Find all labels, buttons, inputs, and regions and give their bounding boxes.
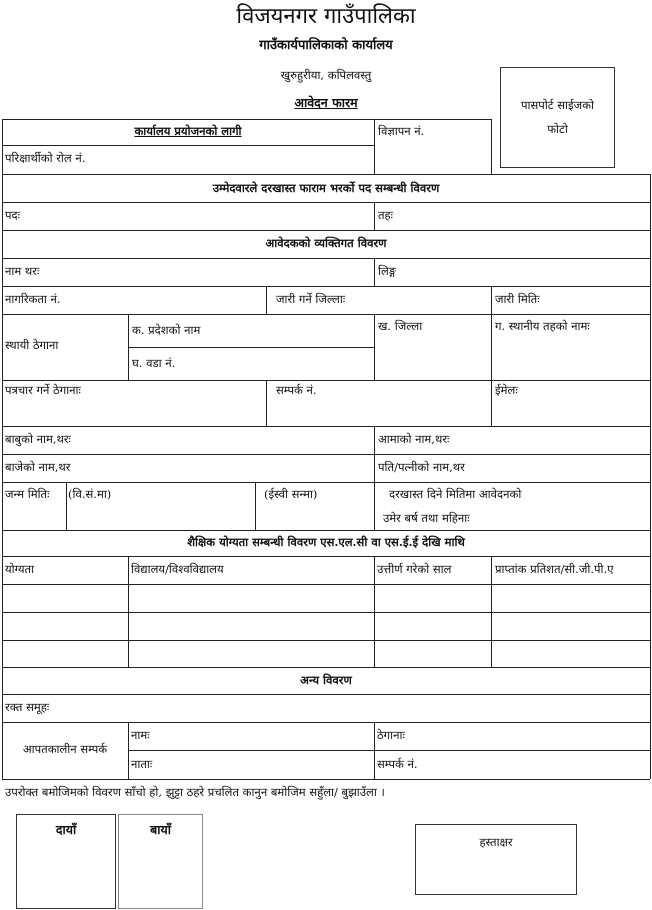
post-field[interactable] [30, 203, 373, 229]
signature-label: हस्ताक्षर [479, 835, 513, 849]
right-thumb-label: दायाँ [55, 822, 77, 837]
edu-col-year: उत्तीर्ण गरेको साल [377, 562, 452, 576]
right-thumbprint-box[interactable] [16, 814, 116, 909]
education-section-heading: शैक्षिक योग्यता सम्बन्धी विवरण एस.एल.सी वा एस.ई.ई देखि माथि [187, 535, 465, 549]
ec-name-label: नामः [131, 728, 150, 742]
gender-field[interactable] [410, 259, 649, 285]
dob-ad-field[interactable] [257, 502, 373, 529]
passport-photo-box[interactable] [500, 67, 615, 168]
ec-relation-field[interactable] [160, 751, 373, 778]
roll-no-label: परिक्षार्थीको रोल नं. [5, 151, 86, 165]
personal-section-heading: आवेदकको व्यक्तिगत विवरण [265, 236, 387, 250]
signature-box[interactable] [415, 824, 577, 895]
municipality-title: विजयनगर गाउँपालिका [236, 4, 416, 29]
issued-date-field[interactable] [550, 287, 649, 313]
edu-col-qualification: योग्यता [5, 562, 35, 576]
grandfather-name-label: बाजेको नाम,थर [5, 460, 71, 474]
other-section-heading: अन्य विवरण [300, 673, 352, 687]
grandfather-name-field[interactable] [90, 455, 373, 481]
edu-col-institution: विद्यालय/विश्वविद्यालय [131, 562, 224, 576]
father-name-label: बाबुको नाम,थरः [5, 432, 71, 446]
contact-no-field[interactable] [267, 398, 490, 425]
name-label: नाम थरः [5, 264, 40, 278]
mailing-address-label: पत्रचार गर्ने ठेगानाः [5, 383, 81, 397]
blood-group-label: रक्त समूहः [5, 700, 50, 714]
education-row[interactable] [3, 585, 649, 611]
district-label: ख. जिल्ला [378, 319, 423, 333]
email-label: ईमेलः [495, 383, 518, 397]
dob-bs-label: (वि.सं.मा) [68, 487, 112, 501]
left-thumb-label: बायाँ [150, 822, 171, 837]
education-row[interactable] [3, 641, 649, 666]
name-field[interactable] [60, 259, 373, 285]
advert-no-label: विज्ञापन नं. [378, 124, 425, 138]
permanent-address-label: स्थायी ठेगाना [5, 338, 59, 352]
office-use-heading: कार्यालय प्रयोजनको लागी [134, 124, 242, 138]
province-field[interactable] [225, 315, 373, 346]
declaration-text: उपरोक्त बमोजिमको विवरण साँचो हो, झुट्टा ठहरे प्रचलित कानुन बमोजिम सहुँला/ बुझाउँला । [5, 785, 385, 799]
dob-ad-label: (ईस्वी सन्मा) [264, 487, 318, 501]
ec-contact-label: सम्पर्क नं. [377, 757, 418, 771]
ec-address-label: ठेगानाः [377, 728, 405, 742]
issued-date-label: जारी मितिः [495, 292, 540, 306]
age-field[interactable] [495, 505, 649, 529]
ec-name-field[interactable] [160, 723, 373, 749]
mother-name-field[interactable] [470, 427, 649, 453]
education-row[interactable] [3, 613, 649, 639]
age-label-line2: उमेर बर्ष तथा महिनाः [383, 511, 470, 525]
mailing-address-field[interactable] [3, 398, 265, 425]
ward-no-label: घ. वडा नं. [132, 356, 176, 370]
blood-group-field[interactable] [65, 695, 649, 721]
emergency-contact-label: आपतकालीन सम्पर्क [22, 742, 108, 756]
citizenship-no-field[interactable] [90, 287, 265, 313]
left-thumbprint-box[interactable] [118, 814, 203, 909]
spouse-name-label: पति/पत्नीको नाम,थर [378, 460, 465, 474]
form-title: आवेदन फारम [294, 95, 358, 110]
photo-label-line1: पासपोर्ट साईजको [521, 98, 594, 112]
post-label: पदः [5, 208, 20, 222]
ec-relation-label: नाताः [131, 757, 153, 771]
province-label: क. प्रदेशको नाम [132, 323, 201, 337]
local-level-label: ग. स्थानीय तहको नामः [495, 319, 590, 333]
gender-label: लिङ्ग [378, 264, 397, 278]
father-name-field[interactable] [95, 427, 373, 453]
office-address: खुरुहुरीया, कपिलवस्तु [280, 68, 372, 82]
age-label-line1: दरखास्त दिने मितिमा आवेदनको [389, 487, 522, 501]
advert-no-field[interactable] [375, 137, 490, 173]
edu-col-score: प्राप्तांक प्रतिशत/सी.जी.पी.ए [495, 562, 614, 576]
issued-district-field[interactable] [370, 287, 490, 313]
dob-bs-field[interactable] [68, 502, 254, 529]
level-field[interactable] [405, 203, 649, 229]
ec-address-field[interactable] [420, 723, 649, 749]
local-level-field[interactable] [492, 334, 649, 379]
dob-label: जन्म मितिः [5, 487, 50, 501]
issued-district-label: जारी गर्ने जिल्लाः [276, 292, 346, 306]
district-field[interactable] [375, 334, 490, 379]
photo-label-line2: फोटो [547, 122, 568, 136]
spouse-name-field[interactable] [485, 455, 649, 481]
contact-no-label: सम्पर्क नं. [276, 383, 317, 397]
office-name: गाउँकार्यपालिकाको कार्यालय [259, 38, 393, 53]
mother-name-label: आमाको नाम,थरः [378, 432, 450, 446]
citizenship-no-label: नागरिकता नं. [5, 292, 61, 306]
ec-contact-field[interactable] [440, 751, 649, 778]
post-section-heading: उम्मेदवारले दरखास्त फाराम भरर्को पद सम्बन्धी विवरण [212, 181, 440, 195]
roll-no-field[interactable] [130, 146, 373, 173]
ward-no-field[interactable] [195, 348, 373, 379]
email-field[interactable] [492, 398, 649, 425]
level-label: तहः [378, 208, 393, 222]
